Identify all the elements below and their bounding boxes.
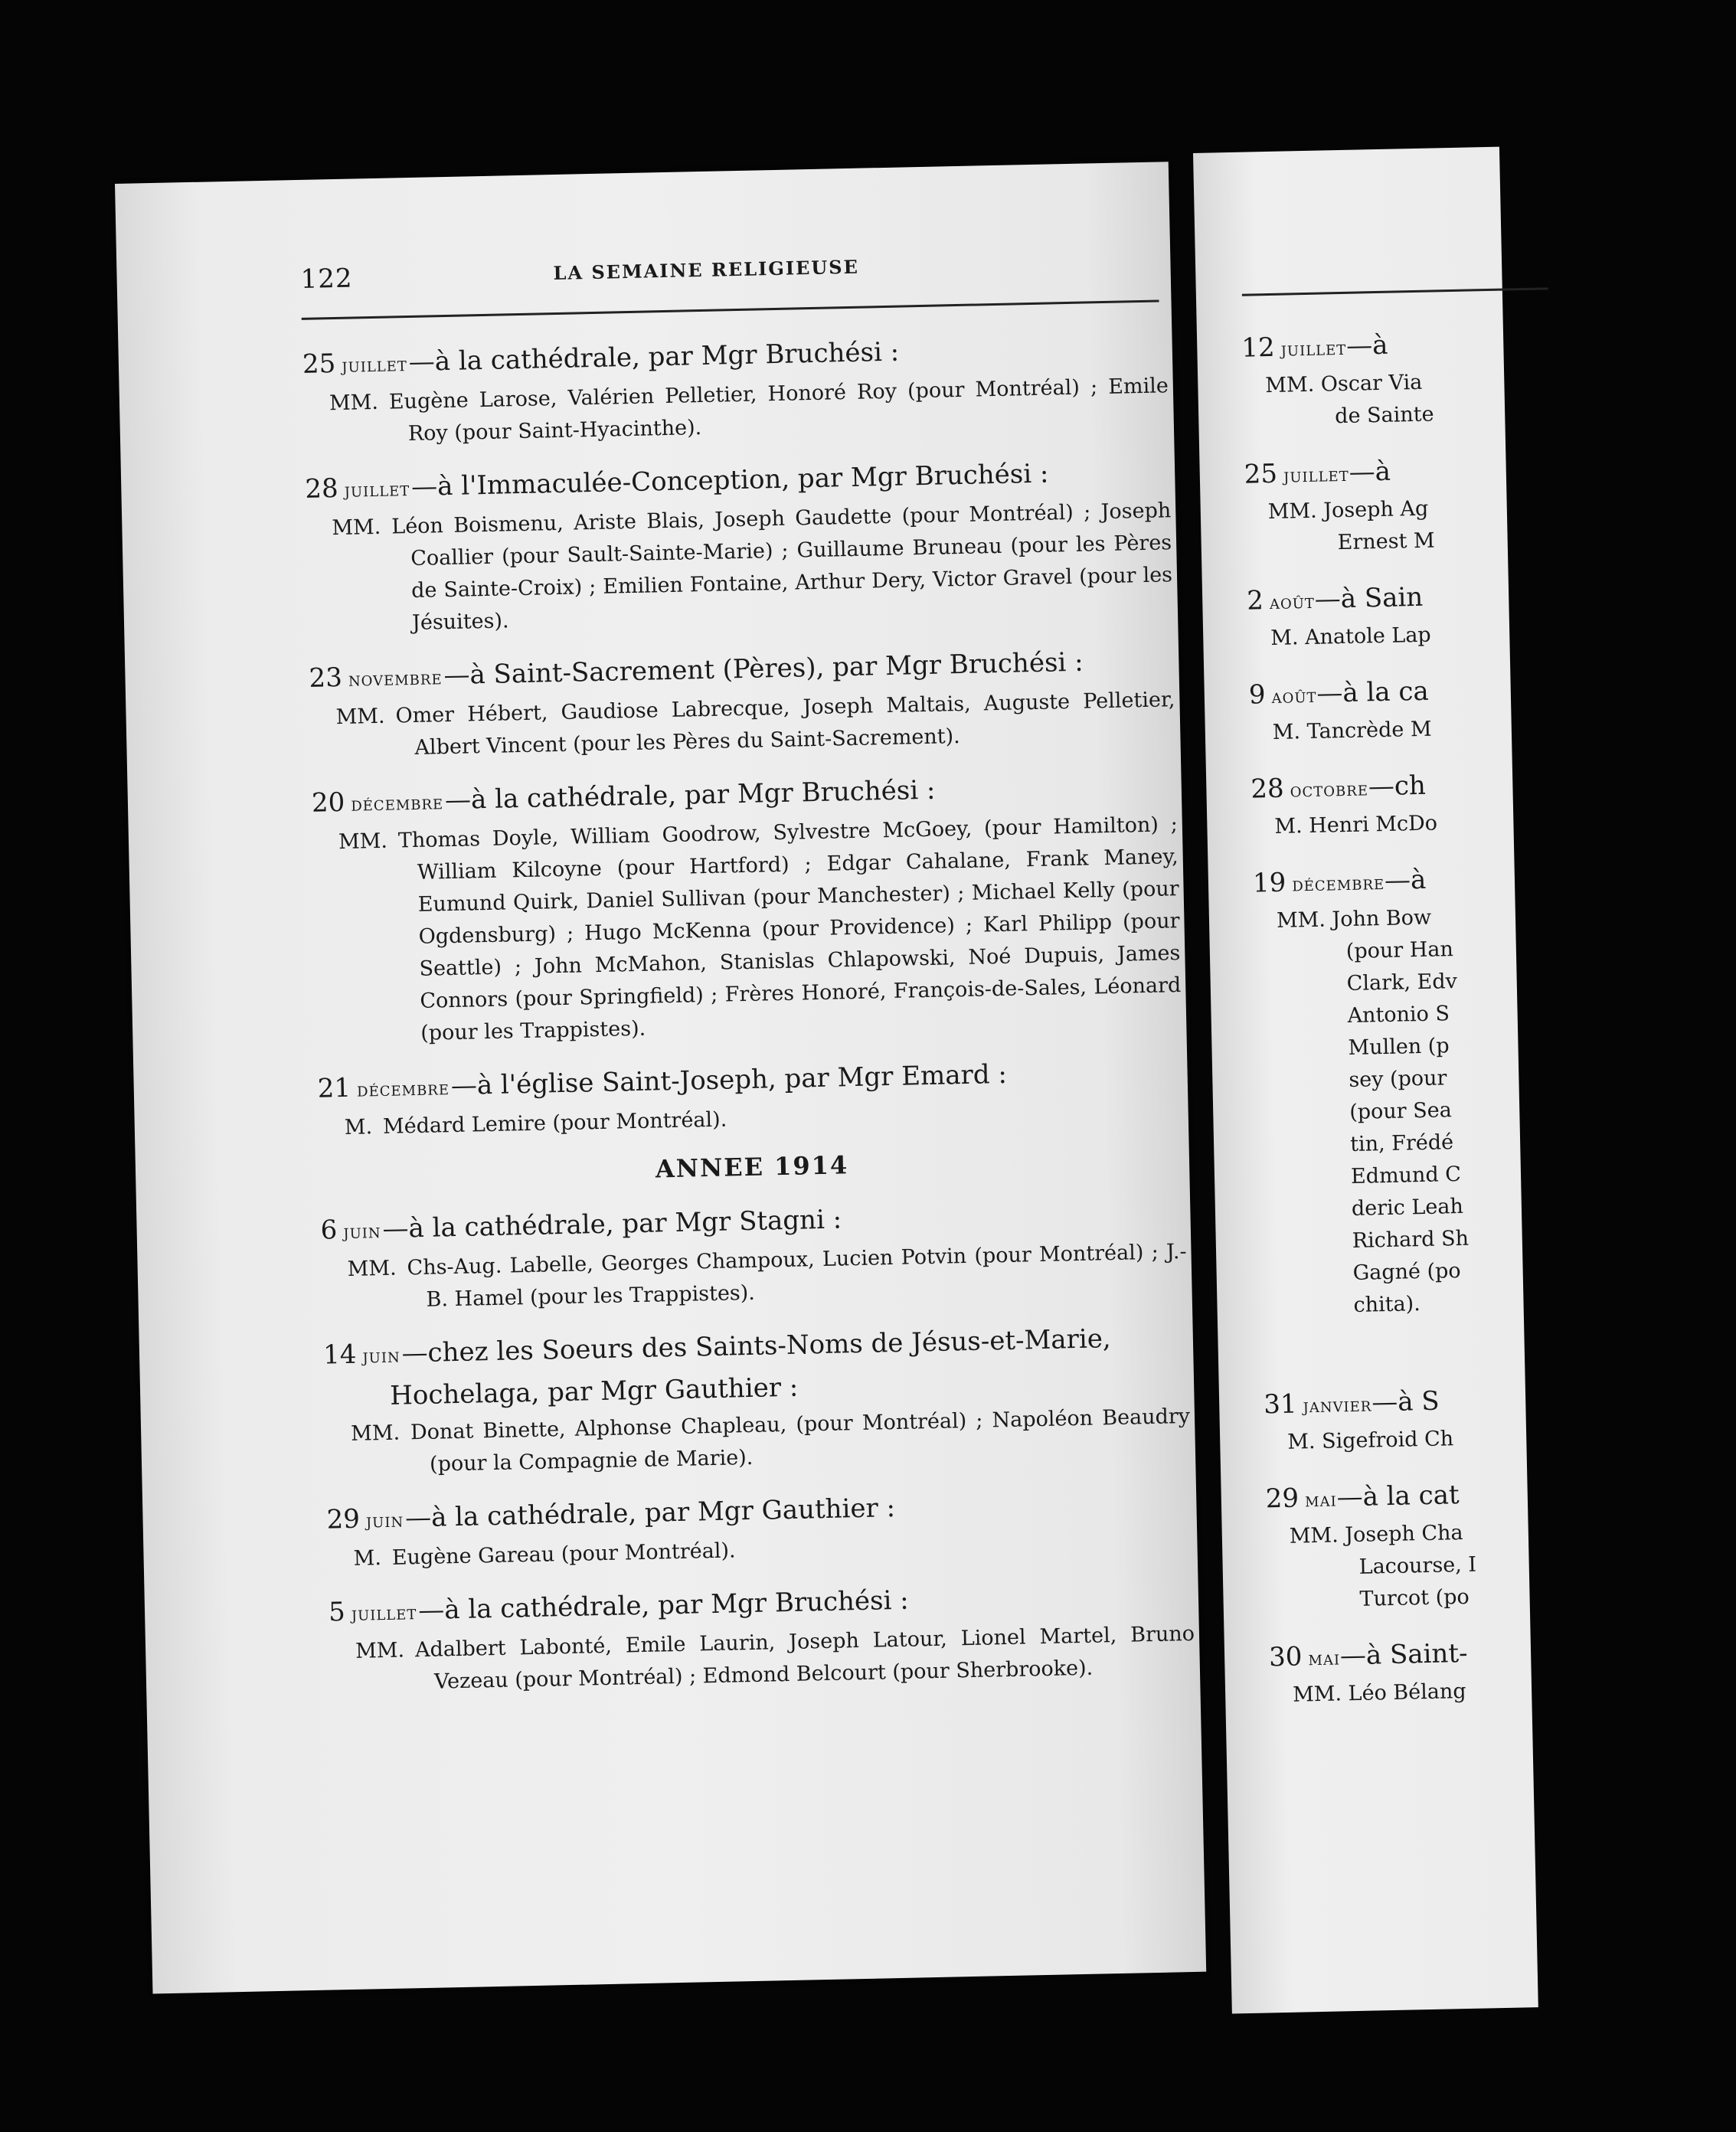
entry-day: 30 <box>1268 1641 1303 1673</box>
ordinand-names: Eugène Gareau (pour Montréal). <box>391 1539 736 1570</box>
entry-month: juillet <box>344 478 410 502</box>
honorific: M. <box>353 1546 382 1571</box>
entry-day: 29 <box>1265 1483 1300 1515</box>
entry-month: décembre <box>350 791 444 816</box>
honorific: MM. <box>338 829 388 855</box>
right-names-line: M. Sigefroid Ch <box>1286 1427 1454 1454</box>
entry-day: 25 <box>302 348 336 380</box>
entry-place: —à Sain <box>1314 581 1424 615</box>
entry-day: 6 <box>320 1215 338 1246</box>
entry-month: juin <box>343 1220 381 1244</box>
page-header <box>300 246 1159 319</box>
entry-place: —à la cat <box>1336 1480 1460 1513</box>
right-names-continued: chita). <box>1353 1292 1421 1317</box>
entry-month: mai <box>1304 1488 1337 1512</box>
right-names-continued: Antonio S <box>1347 1002 1450 1028</box>
entry-place: —à l'église Saint-Joseph, par Mgr Emard : <box>450 1058 1008 1102</box>
ordination-entry <box>311 765 1182 1052</box>
entry-month: juillet <box>1280 336 1347 361</box>
entry-place: —à la cathédrale, par Mgr Bruchési : <box>408 336 900 378</box>
ordination-entry <box>317 1051 1184 1145</box>
entry-place: —à la cathédrale, par Mgr Bruchési : <box>417 1584 910 1627</box>
ordination-entry <box>326 1482 1193 1576</box>
entries-1914 <box>320 1192 1195 1701</box>
entry-place: —à <box>1345 329 1388 361</box>
ordinand-names: Eugène Larose, Valérien Pelletier, Honoré Roy (pour Montréal) ; Emile Roy (pour Saint-Hyacinthe). <box>388 374 1169 446</box>
entry-place: —à Saint- <box>1339 1637 1468 1672</box>
right-names-continued: de Sainte <box>1334 402 1434 429</box>
entry-place: —à <box>1384 864 1427 896</box>
entry-day: 28 <box>1250 773 1285 805</box>
right-names-line: M. Henri McDo <box>1274 811 1438 839</box>
right-names-continued: Mullen (p <box>1348 1034 1450 1061</box>
honorific: MM. <box>347 1256 397 1281</box>
ordinand-names: Thomas Doyle, William Goodrow, Sylvestre McGoey, (pour Hamilton) ; William Kilcoyne (pour Hartford) ; Edgar Cahalane, Frank Maney, Eumund Quirk, Daniel Sullivan (pour Manchester) ; Michael Kelly (pour Ogdensburg) ; Hugo McKenna (pour Providence) ; Karl Philipp (pour Seattle) ; John McMahon, Stanislas Chlapowski, Noé Dupuis, James Connors (pour Springfield) ; Frères Honoré, François-de-Sales, Léonard (pour les Trappistes). <box>397 813 1182 1045</box>
entry-day: 23 <box>309 662 343 694</box>
left-page <box>115 162 1206 1993</box>
right-page-content <box>1241 319 1730 1712</box>
right-names-continued: Edmund C <box>1350 1162 1462 1189</box>
entry-month: octobre <box>1290 777 1369 803</box>
entry-month: juin <box>365 1509 404 1533</box>
entry-day: 20 <box>311 786 345 819</box>
entry-place: —à S <box>1371 1385 1440 1418</box>
entry-place: —chez les Soeurs des Saints-Noms de Jésus-et-Marie, <box>401 1323 1112 1369</box>
right-names-continued: tin, Frédé <box>1349 1130 1454 1156</box>
honorific: MM. <box>335 704 385 730</box>
ordination-entry <box>320 1192 1188 1319</box>
honorific: MM. <box>355 1638 405 1663</box>
entry-month: juin <box>362 1344 400 1368</box>
right-section-gap <box>1262 1314 1723 1385</box>
right-names-line: M. Anatole Lap <box>1270 623 1431 651</box>
entries-1913 <box>302 326 1184 1144</box>
ordinand-names: Omer Hébert, Gaudiose Labrecque, Joseph Maltais, Auguste Pelletier, Albert Vincent (pour les Pères du Saint-Sacrement). <box>395 688 1175 760</box>
entry-month: décembre <box>356 1077 450 1102</box>
entry-month: janvier <box>1303 1393 1372 1418</box>
right-names-line: MM. Joseph Ag <box>1267 496 1429 525</box>
ordination-entry <box>305 451 1173 642</box>
entry-day: 14 <box>322 1339 357 1371</box>
right-names-continued: Lacourse, I <box>1358 1552 1477 1579</box>
ordinand-names: Médard Lemire (pour Montréal). <box>382 1107 727 1139</box>
entry-day: 21 <box>317 1072 351 1104</box>
ordination-entry <box>309 640 1176 767</box>
honorific: MM. <box>350 1421 400 1446</box>
right-names-line: MM. Oscar Via <box>1265 370 1423 398</box>
entry-place: —à <box>1349 456 1391 488</box>
ordinands-list <box>338 809 1182 1051</box>
right-names-line: MM. Léo Bélang <box>1292 1679 1466 1707</box>
ordinand-names: Adalbert Labonté, Emile Laurin, Joseph Latour, Lionel Martel, Bruno Vezeau (pour Montréal) ; Edmond Belcourt (pour Sherbrooke). <box>414 1621 1195 1694</box>
right-names-line: M. Tancrède M <box>1272 717 1432 744</box>
ordinand-names: Donat Binette, Alphonse Chapleau, (pour Montréal) ; Napoléon Beaudry (pour la Compagnie de Marie). <box>410 1404 1191 1476</box>
right-names-continued: Gagné (po <box>1352 1259 1461 1285</box>
entry-day: 25 <box>1244 458 1278 490</box>
entry-month: juillet <box>351 1601 417 1626</box>
entry-place: —à la cathédrale, par Mgr Bruchési : <box>444 774 936 816</box>
ordination-entry <box>329 1574 1196 1701</box>
honorific: M. <box>344 1115 373 1140</box>
ordinands-list <box>332 495 1173 641</box>
entry-month: juillet <box>1283 463 1349 488</box>
entry-month: décembre <box>1291 871 1385 897</box>
right-names-continued: Turcot (po <box>1359 1584 1470 1611</box>
honorific: MM. <box>332 515 381 541</box>
entry-place: —à la cathédrale, par Mgr Gauthier : <box>404 1493 896 1534</box>
ordinand-names: Chs-Aug. Labelle, Georges Champoux, Lucien Potvin (pour Montréal) ; J.-B. Hamel (pour les Trappistes). <box>407 1240 1187 1312</box>
right-names-continued: (pour Sea <box>1349 1098 1453 1124</box>
entry-day: 28 <box>304 473 339 505</box>
entry-day: 12 <box>1241 332 1276 364</box>
ordination-list <box>302 326 1195 1717</box>
entry-day: 2 <box>1246 585 1264 616</box>
entry-place: —ch <box>1368 770 1427 803</box>
entry-heading-continued: Hochelaga, par Mgr Gauthier : <box>389 1372 799 1411</box>
entry-month: août <box>1269 590 1316 615</box>
right-names-continued: Richard Sh <box>1352 1226 1470 1253</box>
entry-day: 19 <box>1252 867 1286 899</box>
entry-place: —à l'Immaculée-Conception, par Mgr Bruchési : <box>410 458 1049 502</box>
right-page-partial <box>1193 147 1538 2014</box>
entry-place: —à la cathédrale, par Mgr Stagni : <box>382 1204 842 1244</box>
entry-day: 29 <box>326 1503 361 1535</box>
entry-day: 9 <box>1248 679 1266 711</box>
right-names-continued: Clark, Edv <box>1346 970 1458 996</box>
ordination-entry <box>302 326 1169 453</box>
running-title: LA SEMAINE RELIGIEUSE <box>553 255 860 285</box>
year-heading: ANNEE 1914 <box>655 1150 849 1184</box>
entry-month: août <box>1271 684 1317 709</box>
right-header-rule <box>1242 287 1548 296</box>
right-names-line: MM. Joseph Cha <box>1289 1521 1463 1548</box>
entry-place: —à Saint-Sacrement (Pères), par Mgr Bruchési : <box>443 646 1084 692</box>
page-number: 122 <box>300 263 353 295</box>
right-names-continued: Ernest M <box>1337 528 1435 555</box>
entry-place: —à la ca <box>1316 675 1430 709</box>
right-names-continued: sey (pour <box>1349 1066 1447 1093</box>
right-names-continued: deric Leah <box>1351 1194 1464 1221</box>
entry-month: juillet <box>341 353 408 378</box>
ordinand-names: Léon Boismenu, Ariste Blais, Joseph Gaudette (pour Montréal) ; Joseph Coallier (pour Sault-Sainte-Marie) ; Guillaume Bruneau (pour les Pères de Sainte-Croix) ; Emilien Fontaine, Arthur Dery, Victor Gravel (pour les Jésuites). <box>391 499 1173 635</box>
entry-day: 5 <box>328 1597 346 1628</box>
entry-month: novembre <box>348 666 443 692</box>
right-names-continued: (pour Han <box>1345 937 1454 964</box>
ordination-entry <box>323 1317 1192 1483</box>
honorific: MM. <box>329 390 379 416</box>
entry-month: mai <box>1308 1646 1341 1671</box>
entry-day: 31 <box>1263 1388 1297 1421</box>
right-names-line: MM. John Bow <box>1276 905 1432 933</box>
